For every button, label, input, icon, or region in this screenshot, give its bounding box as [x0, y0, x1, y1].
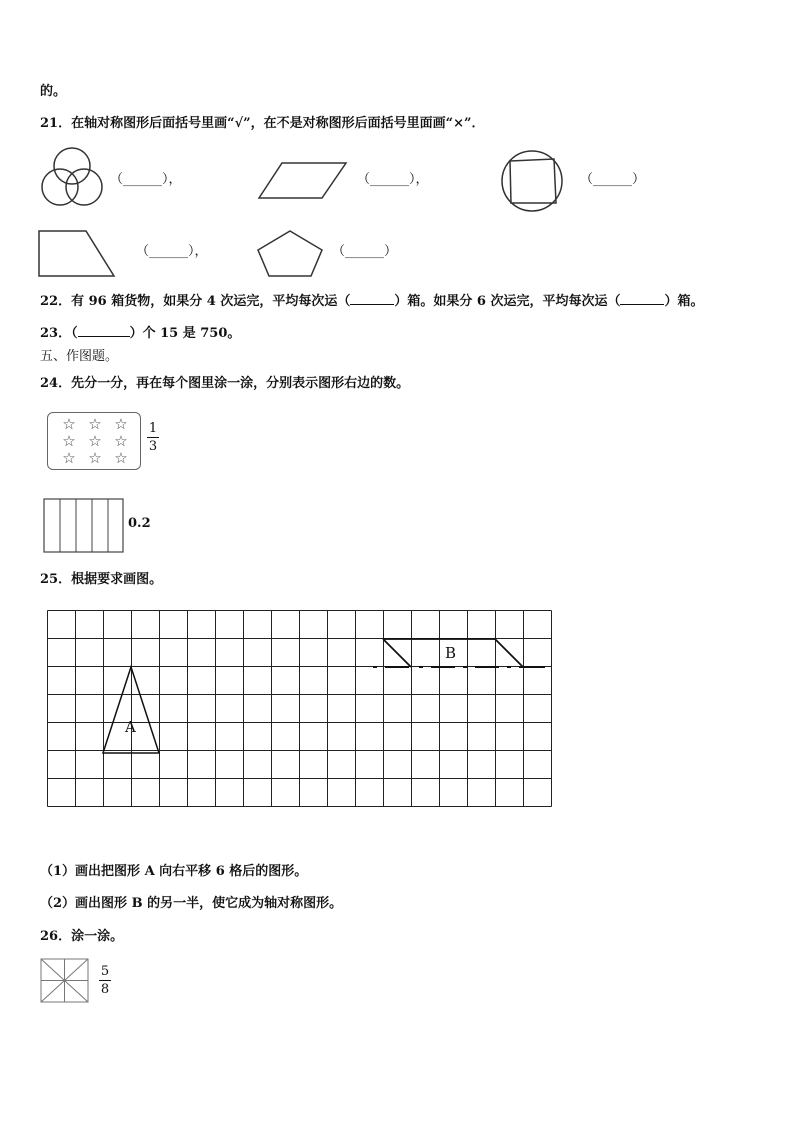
q23-text-a: 23．（ — [40, 326, 78, 341]
star-icon: ☆ — [62, 432, 76, 450]
drawing-grid[interactable] — [47, 610, 553, 812]
q22-blank-2[interactable] — [620, 292, 664, 305]
five-strips-rectangle[interactable] — [43, 498, 125, 554]
q21-answer-2[interactable]: （______）， — [357, 172, 429, 187]
star-icon: ☆ — [88, 432, 102, 450]
star-icon: ☆ — [88, 415, 102, 433]
fraction-numerator: 5 — [100, 964, 110, 979]
q22-text — [40, 292, 703, 310]
star-grid — [56, 415, 134, 466]
trapezoid-figure — [38, 230, 118, 278]
q21-answer-5[interactable]: （______） — [332, 244, 398, 259]
q23-blank[interactable] — [78, 324, 130, 337]
parallelogram-figure — [258, 162, 350, 200]
star-icon: ☆ — [114, 449, 128, 467]
circle-square-figure — [500, 150, 564, 212]
fraction-one-third — [147, 421, 159, 454]
q23-text — [40, 324, 240, 342]
q21-answer-4[interactable]: （______）， — [136, 244, 208, 259]
fraction-five-eighths — [99, 964, 111, 997]
section-5-heading: 五、作图题。 — [40, 349, 119, 364]
label-0-2: 0.2 — [128, 516, 151, 531]
fraction-denominator: 8 — [100, 982, 110, 997]
q22-text-a: 22．有 96 箱货物，如果分 4 次运完，平均每次运（ — [40, 294, 351, 309]
three-circles-figure — [40, 146, 104, 212]
q22-text-b: ）箱。如果分 6 次运完，平均每次运（ — [394, 294, 621, 309]
q25-sub1: （1）画出把图形 A 向右平移 6 格后的图形。 — [40, 864, 308, 879]
square-eight-parts[interactable] — [40, 958, 90, 1004]
star-icon: ☆ — [88, 449, 102, 467]
q21-answer-1[interactable]: （______）， — [110, 172, 182, 187]
q24-text: 24．先分一分，再在每个图里涂一涂，分别表示图形右边的数。 — [40, 376, 410, 391]
top-fragment: 的。 — [40, 84, 67, 99]
fraction-numerator: 1 — [148, 421, 158, 436]
q23-text-b: ）个 15 是 750。 — [129, 326, 241, 341]
q26-text: 26．涂一涂。 — [40, 929, 124, 944]
q22-blank-1[interactable] — [350, 292, 394, 305]
star-icon: ☆ — [62, 449, 76, 467]
q22-text-c: ）箱。 — [664, 294, 704, 309]
q25-text: 25．根据要求画图。 — [40, 572, 163, 587]
fraction-denominator: 3 — [148, 439, 158, 454]
label-a: A — [125, 718, 136, 736]
q21-answer-3[interactable]: （______） — [580, 172, 646, 187]
label-b: B — [445, 644, 457, 662]
star-icon: ☆ — [62, 415, 76, 433]
pentagon-figure — [256, 230, 324, 278]
q25-sub2: （2）画出图形 B 的另一半，使它成为轴对称图形。 — [40, 896, 343, 911]
q21-text: 21．在轴对称图形后面括号里画“√”，在不是对称图形后面括号里面画“×”． — [40, 116, 485, 131]
star-icon: ☆ — [114, 432, 128, 450]
star-box[interactable] — [47, 412, 141, 470]
star-icon: ☆ — [114, 415, 128, 433]
